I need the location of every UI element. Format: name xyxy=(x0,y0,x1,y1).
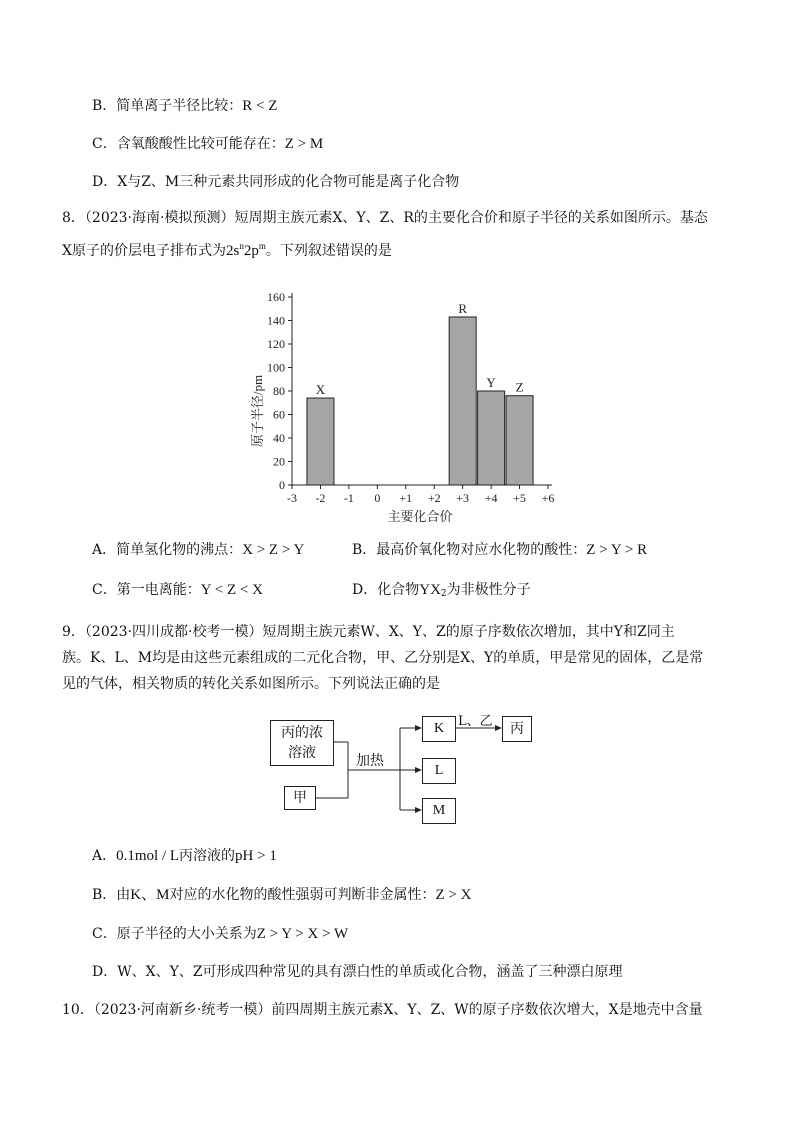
q7-option-d xyxy=(92,172,459,192)
option-text: 含氧酸酸性比较可能存在： xyxy=(116,136,285,152)
question-stem: 短周期主族元素X、Y、Z、R的主要化合价和原子半径的关系如图所示。基态 xyxy=(234,210,708,226)
y-tick-label: 100 xyxy=(267,360,285,375)
option-math: Z > Y > X > W xyxy=(256,926,349,942)
question-source: （2023·海南·模拟预测） xyxy=(84,210,235,226)
option-text: 第一电离能： xyxy=(116,582,201,598)
option-text: 简单离子半径比较： xyxy=(116,98,243,114)
x-tick-label: +5 xyxy=(513,491,526,505)
option-text: 丙溶液的 xyxy=(179,848,236,864)
y-tick-label: 60 xyxy=(273,407,285,422)
q9-stem-line2 xyxy=(62,648,703,668)
option-label: C． xyxy=(92,136,117,152)
option-label: C． xyxy=(92,582,117,598)
box-bing xyxy=(502,716,532,742)
box-text: 甲 xyxy=(293,790,307,806)
x-axis-label: 主要化合价 xyxy=(387,509,453,524)
option-math: Z > X xyxy=(435,887,472,903)
option-label: C． xyxy=(92,926,117,942)
box-text: 丙的浓 xyxy=(281,725,323,741)
bar-label: R xyxy=(458,300,468,316)
x-tick-label: -2 xyxy=(315,491,326,505)
bar-label: Z xyxy=(515,379,524,395)
box-text: 丙 xyxy=(510,721,524,737)
config-term: 2s xyxy=(225,243,240,259)
q8-stem-line2 xyxy=(62,236,392,261)
question-number: 9． xyxy=(62,624,85,640)
question-stem: 短周期主族元素W、X、Y、Z的原子序数依次增加，其中Y和Z同主 xyxy=(262,624,675,640)
y-tick-label: 40 xyxy=(273,431,285,445)
question-stem: 前四周期主族元素X、Y、Z、W的原子序数依次增大，X是地壳中含量 xyxy=(271,1002,703,1018)
q8-option-c xyxy=(92,580,263,600)
q7-option-b xyxy=(92,96,277,116)
arrowhead xyxy=(495,725,502,731)
option-math: X > Z > Y xyxy=(242,542,305,558)
box-l xyxy=(422,758,456,784)
option-label: A． xyxy=(92,848,117,864)
condition-label: 加热 xyxy=(356,753,384,769)
bar-label: X xyxy=(315,382,326,398)
box-m xyxy=(422,798,456,824)
config-sup: m xyxy=(258,241,266,251)
option-math: 0.1mol / L xyxy=(116,848,180,864)
option-label: B． xyxy=(92,887,117,903)
question-number: 10． xyxy=(62,1002,94,1018)
option-text: 对应的水化物的酸性强弱可判断非金属性： xyxy=(169,887,436,903)
option-label: B． xyxy=(92,98,117,114)
box-text: L xyxy=(434,763,444,778)
option-label: D． xyxy=(352,582,378,598)
option-formula: YX xyxy=(419,582,441,598)
box-concentrated-solution xyxy=(270,720,334,766)
option-text: 为非极性分子 xyxy=(446,582,531,598)
option-text: 化合物 xyxy=(377,582,420,598)
x-tick-label: +3 xyxy=(456,491,470,505)
q8-option-a xyxy=(92,540,304,560)
option-math: pH > 1 xyxy=(235,848,277,864)
option-label: D． xyxy=(92,964,118,980)
option-label: A． xyxy=(92,542,117,558)
box-k xyxy=(422,716,456,742)
x-tick-label: -1 xyxy=(343,491,354,505)
q7-option-c xyxy=(92,134,323,154)
formula-subscript: 2 xyxy=(440,589,447,599)
y-tick-label: 160 xyxy=(267,290,285,304)
option-text: X与Z、M三种元素共同形成的化合物可能是离子化合物 xyxy=(117,174,460,190)
y-axis-label: 原子半径/pm xyxy=(250,374,265,448)
q9-option-a xyxy=(92,846,277,866)
q9-option-c xyxy=(92,924,348,944)
question-source: （2023·四川成都·校考一模） xyxy=(84,624,263,640)
bar-x xyxy=(307,398,334,485)
bar-y xyxy=(478,391,505,485)
question-source: （2023·河南新乡·统考一模） xyxy=(93,1002,272,1018)
electron-config xyxy=(226,243,266,259)
y-tick-label: 20 xyxy=(273,454,285,469)
box-jia xyxy=(284,786,316,810)
x-tick-label: +2 xyxy=(427,491,441,505)
q9-stem-line3 xyxy=(62,674,440,694)
y-tick-label: 120 xyxy=(267,337,285,351)
bar-z xyxy=(506,396,533,485)
y-tick-label: 80 xyxy=(273,384,285,398)
question-stem: X原子的价层电子排布式为 xyxy=(62,243,226,259)
option-math: Z > Y > R xyxy=(586,542,648,558)
arrow-label: L、乙 xyxy=(458,714,493,729)
option-text: 原子半径的大小关系为 xyxy=(116,926,257,942)
q9-stem-line1 xyxy=(62,622,675,642)
x-tick-label: -3 xyxy=(287,491,297,505)
question-stem: 。下列叙述错误的是 xyxy=(265,243,392,259)
question-stem: 族。K、L、M均是由这些元素组成的二元化合物，甲、乙分别是X、Y的单质，甲是常见的固体，乙是常 xyxy=(62,650,704,666)
option-math: K、M xyxy=(130,887,170,903)
x-tick-label: +1 xyxy=(399,491,413,505)
option-text: 由 xyxy=(116,887,131,903)
bar-label: Y xyxy=(486,375,496,390)
reaction-diagram xyxy=(260,710,560,830)
q8-stem-line1 xyxy=(62,208,708,228)
question-number: 8． xyxy=(62,210,85,226)
q9-option-d xyxy=(92,962,623,982)
x-tick-label: +4 xyxy=(484,491,498,505)
option-text: W、X、Y、Z可形成四种常见的具有漂白性的单质或化合物，涵盖了三种漂白原理 xyxy=(117,964,623,980)
option-math: Y < Z < X xyxy=(200,582,263,598)
option-label: B． xyxy=(352,542,377,558)
y-tick-label: 0 xyxy=(279,478,285,492)
q9-option-b xyxy=(92,885,471,905)
arrowhead xyxy=(415,725,422,731)
bar-r xyxy=(449,317,476,485)
question-stem: 见的气体，相关物质的转化关系如图所示。下列说法正确的是 xyxy=(62,676,440,692)
config-sup: n xyxy=(239,241,244,251)
y-tick-label: 140 xyxy=(267,313,285,328)
q8-option-d xyxy=(352,580,531,604)
box-text: 溶液 xyxy=(288,745,316,761)
box-text: M xyxy=(432,803,446,818)
config-term: 2p xyxy=(243,243,259,259)
radius-valence-bar-chart xyxy=(240,280,560,530)
q10-stem-line1 xyxy=(62,1000,703,1020)
x-tick-label: 0 xyxy=(374,491,381,505)
arrowhead xyxy=(415,767,422,773)
q8-option-b xyxy=(352,540,647,560)
option-text: 简单氢化物的沸点： xyxy=(116,542,243,558)
arrowhead xyxy=(415,807,422,813)
option-math: R < Z xyxy=(242,98,278,114)
box-text: K xyxy=(433,721,445,736)
option-math: Z > M xyxy=(284,136,324,152)
option-label: D． xyxy=(92,174,118,190)
option-text: 最高价氧化物对应水化物的酸性： xyxy=(376,542,587,558)
x-tick-label: +6 xyxy=(541,491,555,505)
